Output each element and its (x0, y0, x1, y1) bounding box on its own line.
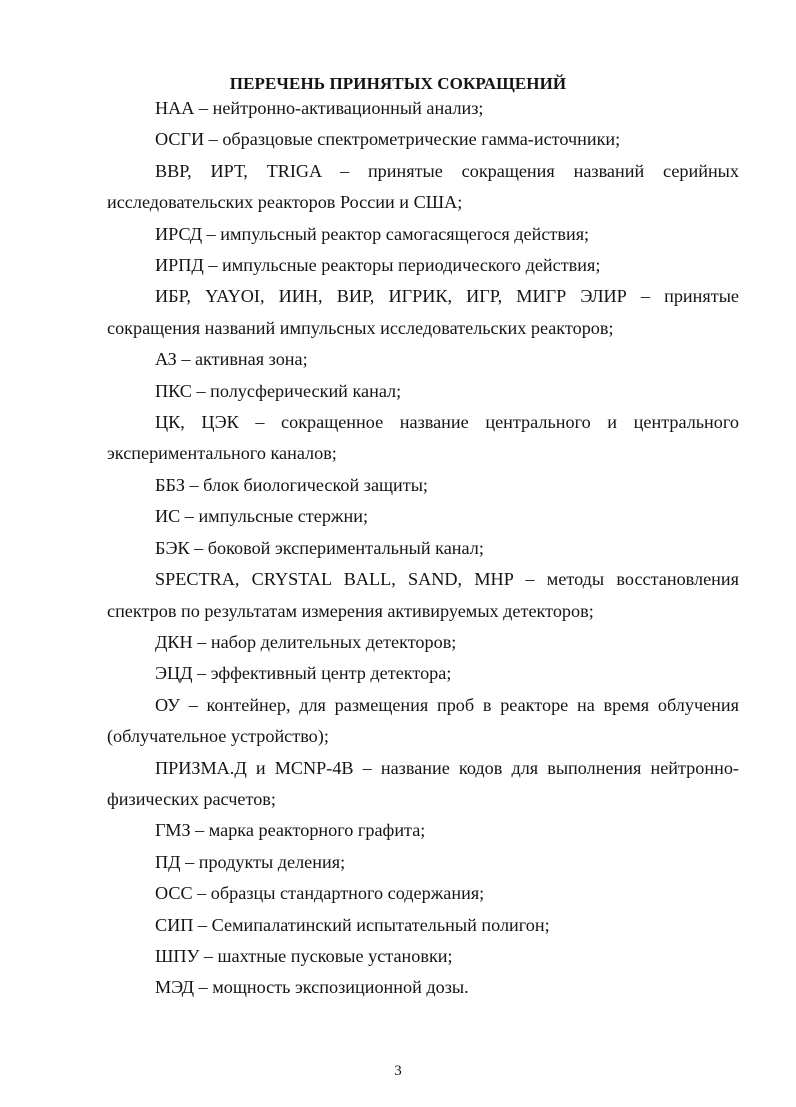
list-item: ВВР, ИРТ, TRIGA – принятые сокращения названий серийных исследовательских реакторов России и США; (107, 160, 739, 213)
list-item: ББЗ – блок биологической защиты; (155, 474, 428, 495)
list-item: ИС – импульсные стержни; (155, 506, 369, 527)
list-item: ШПУ – шахтные пусковые установки; (155, 945, 453, 966)
list-item: ИРСД – импульсный реактор самогасящегося действия; (155, 223, 590, 244)
list-item: ПРИЗМА.Д и MCNP-4B – название кодов для выполнения нейтронно-физических расчетов; (107, 757, 739, 809)
list-item: СИП – Семипалатинский испытательный полигон; (155, 914, 550, 935)
list-item: ЦК, ЦЭК – сокращенное название центрального и центрального экспериментального каналов; (107, 412, 739, 464)
list-item: ИРПД – импульсные реакторы периодического действия; (155, 255, 601, 276)
list-item: ОСС – образцы стандартного содержания; (155, 883, 485, 904)
list-item: ПД – продукты деления; (155, 851, 346, 872)
list-item: ДКН – набор делительных детекторов; (155, 631, 457, 652)
abbreviation-list (107, 93, 739, 1004)
list-item: АЗ – активная зона; (155, 349, 308, 370)
list-item: ЭЦД – эффективный центр детектора; (155, 663, 452, 684)
list-item: НАА – нейтронно-активационный анализ; (155, 98, 484, 118)
page-number: 3 (394, 1063, 402, 1079)
list-item: ИБР, YAYOI, ИИН, ВИР, ИГРИК, ИГР, МИГР ЭЛИР – принятые сокращения названий импульсных исследовательских реакторов; (107, 286, 739, 338)
list-item: МЭД – мощность экспозиционной дозы. (155, 977, 469, 998)
page-title: ПЕРЕЧЕНЬ ПРИНЯТЫХ СОКРАЩЕНИЙ (229, 74, 567, 93)
list-item: SPECTRA, CRYSTAL BALL, SAND, MHP – методы восстановления спектров по результатам измерения активируемых детекторов; (107, 569, 739, 621)
list-item: БЭК – боковой экспериментальный канал; (155, 537, 484, 558)
list-item: ОУ – контейнер, для размещения проб в реакторе на время облучения (облучательное устройство); (107, 694, 739, 747)
list-item: ОСГИ – образцовые спектрометрические гамма-источники; (155, 129, 621, 150)
list-item: ПКС – полусферический канал; (155, 380, 402, 401)
list-item: ГМЗ – марка реакторного графита; (155, 820, 426, 841)
